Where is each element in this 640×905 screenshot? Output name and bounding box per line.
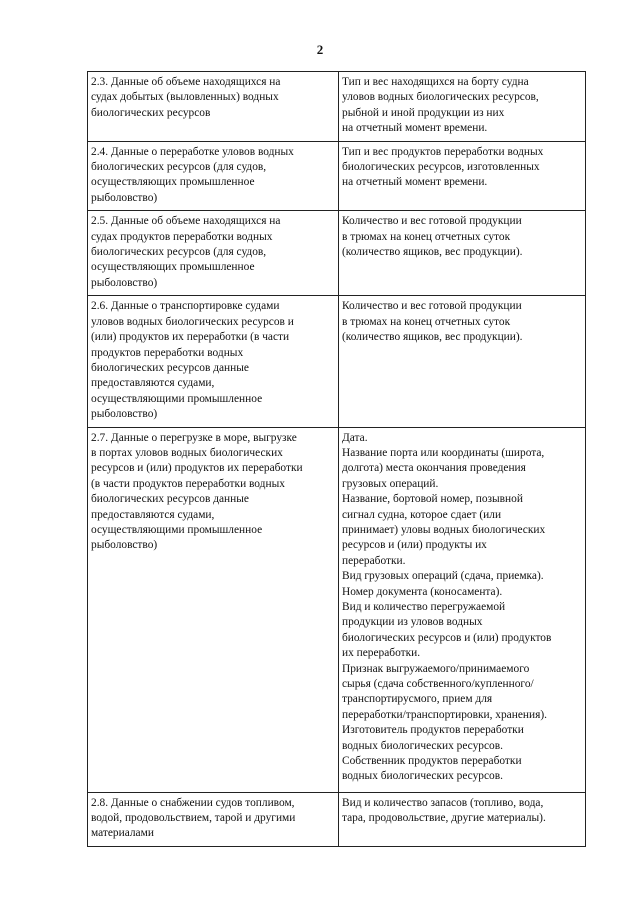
table-row	[88, 427, 586, 792]
table-cell-description: 2.6. Данные о транспортировке судами уловов водных биологических ресурсов и (или) продуктов их переработки (в части продуктов переработки водных биологических ресурсов данные предоставляются судами, осуществляющими промышленное рыболовство)	[88, 296, 339, 427]
table-cell-description: 2.4. Данные о переработке уловов водных биологических ресурсов (для судов, осуществляющих промышленное рыболовство)	[88, 141, 339, 211]
table-row	[88, 72, 586, 142]
table-cell-details: Вид и количество запасов (топливо, вода, тара, продовольствие, другие материалы).	[339, 792, 586, 846]
table-cell-description: 2.5. Данные об объеме находящихся на судах продуктов переработки водных биологических ресурсов (для судов, осуществляющих промышленное рыболовство)	[88, 211, 339, 296]
table-cell-details: Количество и вес готовой продукции в трюмах на конец отчетных суток (количество ящиков, вес продукции).	[339, 296, 586, 427]
table-row	[88, 141, 586, 211]
table-row	[88, 792, 586, 846]
document-table	[87, 71, 586, 847]
table-cell-description: 2.7. Данные о перегрузке в море, выгрузке в портах уловов водных биологических ресурсов и (или) продуктов их переработки (в части продуктов переработки водных биологических ресурсов данные предоставляются судами, осуществляющими промышленное рыболовство)	[88, 427, 339, 792]
table-cell-details: Количество и вес готовой продукции в трюмах на конец отчетных суток (количество ящиков, вес продукции).	[339, 211, 586, 296]
page-number: 2	[316, 42, 324, 57]
table-row	[88, 211, 586, 296]
table-cell-description: 2.8. Данные о снабжении судов топливом, водой, продовольствием, тарой и другими материалами	[88, 792, 339, 846]
table-cell-details: Тип и вес продуктов переработки водных биологических ресурсов, изготовленных на отчетный момент времени.	[339, 141, 586, 211]
table-row	[88, 296, 586, 427]
table-cell-details: Дата. Название порта или координаты (широта, долгота) места окончания проведения грузовых операций. Название, бортовой номер, позывной сигнал судна, которое сдает (или принимает) уловы водных биологических ресурсов и (или) продукты их переработки. Вид грузовых операций (сдача, приемка). Номер документа (коносамента). Вид и количество перегружаемой продукции из уловов водных биологических ресурсов и (или) продуктов их переработки. Признак выгружаемого/принимаемого сырья (сдача собственного/купленного/ транспортирусмого, прием для переработки/транспортировки, хранения). Изготовитель продуктов переработки водных биологических ресурсов. Собственник продуктов переработки водных биологических ресурсов.	[339, 427, 586, 792]
table-cell-description: 2.3. Данные об объеме находящихся на судах добытых (выловленных) водных биологических ресурсов	[88, 72, 339, 142]
table-cell-details: Тип и вес находящихся на борту судна уловов водных биологических ресурсов, рыбной и иной продукции из них на отчетный момент времени.	[339, 72, 586, 142]
